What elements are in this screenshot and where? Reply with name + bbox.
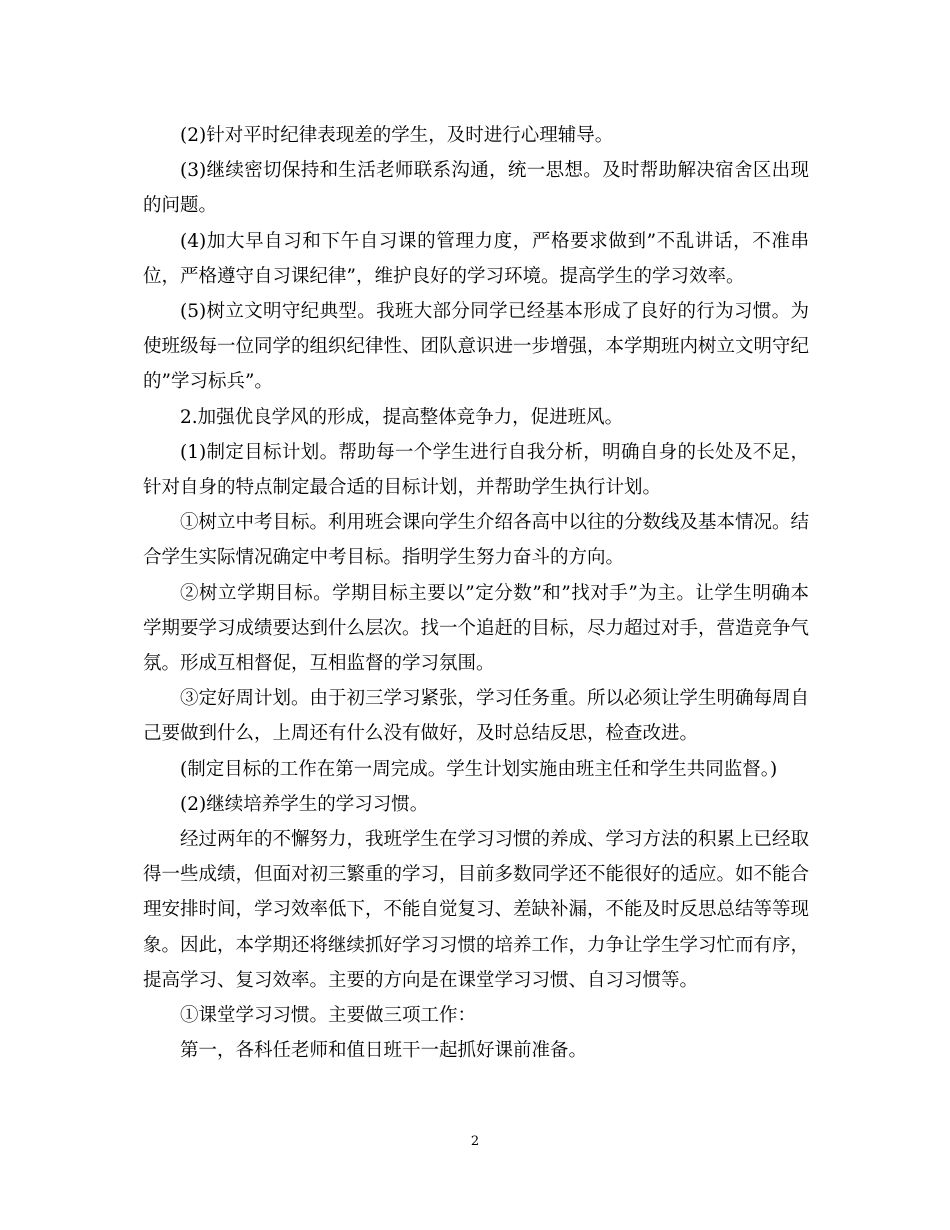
paragraph-first-task: 第一，各科任老师和值日班干一起抓好课前准备。: [180, 1040, 588, 1062]
paragraph-self-study-management: (4)加大早自习和下午自习课的管理力度，严格要求做到”不乱讲话，不准串位，严格遵守自习课纪律”，维护良好的学习环境。提高学生的学习效率。: [143, 230, 809, 287]
list-item-weekly-plan: ③定好周计划。由于初三学习紧张，学习任务重。所以必须让学生明确每周自己要做到什么，上周还有什么没有做好，及时总结反思，检查改进。: [143, 688, 810, 745]
list-item-semester-goal: ②树立学期目标。学期目标主要以”定分数”和”找对手”为主。让学生明确本学期要学习成绩要达到什么层次。找一个追赶的目标，尽力超过对手，营造竞争气氛。形成互相督促，互相监督的学习氛围。: [143, 582, 810, 675]
list-item-classroom-habits: ①课堂学习习惯。主要做三项工作：: [180, 1005, 477, 1027]
subheading-study-habits: (2)继续培养学生的学习习惯。: [180, 793, 429, 815]
page-number: 2: [470, 1134, 480, 1149]
paragraph-goal-planning: (1)制定目标计划。帮助每一个学生进行自我分析，明确自身的长处及不足，针对自身的特点制定最合适的目标计划，并帮助学生执行计划。: [143, 441, 809, 499]
list-item-exam-goal: ①树立中考目标。利用班会课向学生介绍各高中以往的分数线及基本情况。结合学生实际情况确定中考目标。指明学生努力奋斗的方向。: [143, 512, 810, 569]
document-body: [143, 118, 809, 1068]
paragraph-dormitory-contact: (3)继续密切保持和生活老师联系沟通，统一思想。及时帮助解决宿舍区出现的问题。: [143, 160, 809, 217]
paragraph-goal-note: (制定目标的工作在第一周完成。学生计划实施由班主任和学生共同监督。): [180, 758, 778, 780]
paragraph-study-habits-detail: 经过两年的不懈努力，我班学生在学习习惯的养成、学习方法的积累上已经取得一些成绩，但面对初三繁重的学习，目前多数同学还不能很好的适应。如不能合理安排时间，学习效率低下，不能自觉复习、差缺补漏，不能及时反思总结等等现象。因此，本学期还将继续抓好学习习惯的培养工作，力争让学生学习忙而有序，提高学习、复习效率。主要的方向是在课堂学习习惯、自习习惯等。: [143, 829, 810, 991]
paragraph-discipline-counseling: (2)针对平时纪律表现差的学生，及时进行心理辅导。: [180, 125, 614, 146]
section-heading-study-style: 2.加强优良学风的形成，提高整体竞争力，促进班风。: [180, 406, 624, 428]
paragraph-role-models: (5)树立文明守纪典型。我班大部分同学已经基本形成了良好的行为习惯。为使班级每一位同学的组织纪律性、团队意识进一步增强，本学期班内树立文明守纪的”学习标兵”。: [143, 301, 810, 393]
